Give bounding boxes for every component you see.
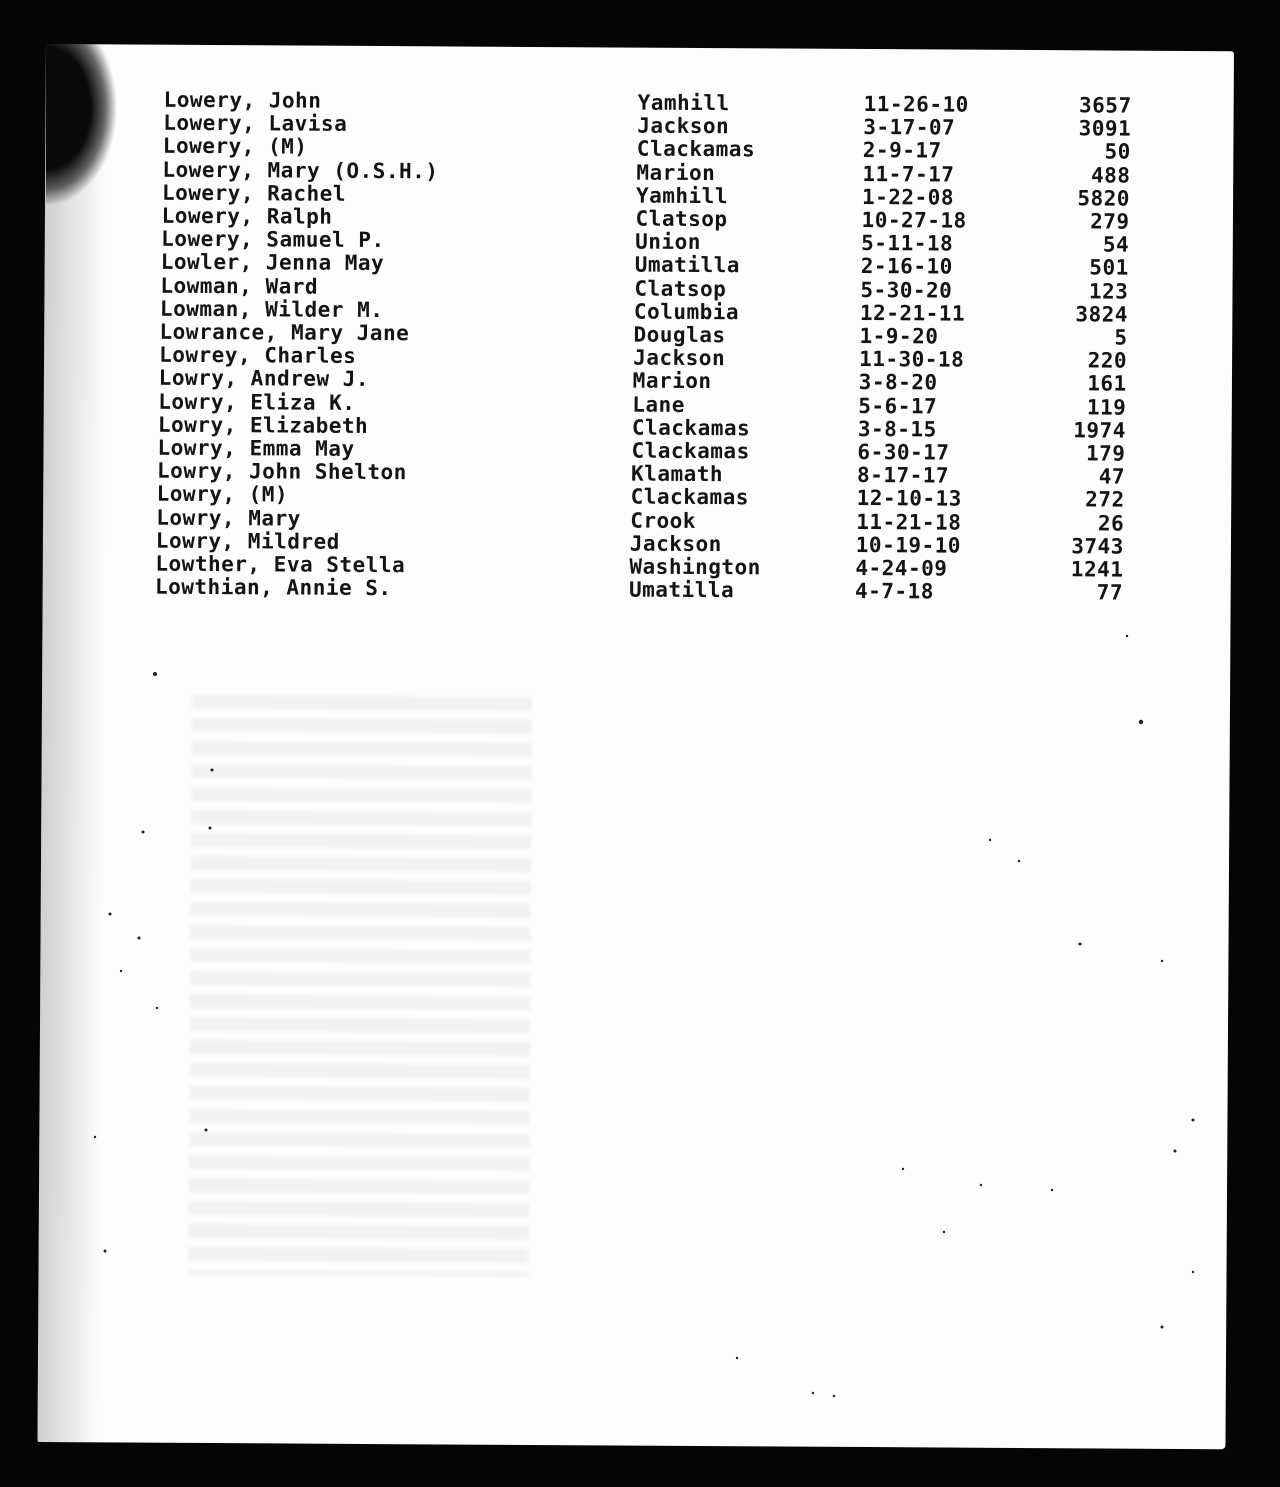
record-name: Lowman, Ward <box>160 273 319 299</box>
record-county: Washington <box>629 554 761 580</box>
record-number: 47 <box>1098 464 1126 489</box>
record-county: Jackson <box>633 345 726 371</box>
record-date: 8-17-17 <box>856 463 950 488</box>
record-county: Marion <box>632 368 712 394</box>
record-date: 1-22-08 <box>861 184 955 210</box>
record-county: Lane <box>632 392 685 417</box>
record-date: 1-9-20 <box>859 323 939 349</box>
record-number: 123 <box>1088 278 1129 304</box>
record-county: Clackamas <box>631 438 750 464</box>
record-name: Lowery, Ralph <box>161 203 333 229</box>
record-name: Lowry, Andrew J. <box>158 366 370 392</box>
record-date: 5-30-20 <box>860 277 953 303</box>
record-name: Lowery, Mary (O.S.H.) <box>162 157 439 183</box>
record-number: 220 <box>1087 348 1128 373</box>
record-date: 4-24-09 <box>855 555 948 581</box>
record-county: Clackamas <box>631 415 751 441</box>
bleed-through-text <box>188 695 532 1277</box>
record-name: Lowthian, Annie S. <box>154 574 392 601</box>
record-county: Klamath <box>630 461 724 487</box>
record-name: Lowry, (M) <box>156 482 289 507</box>
record-number: 77 <box>1096 580 1124 605</box>
record-county: Union <box>635 229 701 255</box>
record-number: 119 <box>1086 394 1127 420</box>
record-number: 54 <box>1102 232 1130 257</box>
record-county: Umatilla <box>634 252 741 278</box>
record-number: 3657 <box>1078 93 1132 118</box>
record-name: Lowery, (M) <box>162 134 308 159</box>
record-number: 1241 <box>1070 557 1124 582</box>
record-date: 11-26-10 <box>863 91 969 117</box>
record-county: Clatsop <box>635 206 728 232</box>
record-date: 3-8-15 <box>857 416 937 442</box>
record-date: 11-30-18 <box>859 347 965 372</box>
record-name: Lowry, Mildred <box>155 528 340 554</box>
record-date: 11-21-18 <box>856 509 962 535</box>
paper-sheet <box>37 44 1234 1449</box>
record-county: Yamhill <box>637 90 730 116</box>
record-date: 5-11-18 <box>861 231 954 256</box>
record-county: Marion <box>636 160 716 185</box>
record-date: 6-30-17 <box>857 439 950 465</box>
record-number: 26 <box>1097 511 1125 536</box>
record-date: 10-27-18 <box>861 207 967 233</box>
record-name: Lowery, Rachel <box>161 180 347 206</box>
record-date: 3-8-20 <box>858 370 938 395</box>
record-number: 50 <box>1104 139 1131 165</box>
record-date: 3-17-07 <box>863 115 956 140</box>
record-name: Lowry, Emma May <box>157 435 355 461</box>
record-date: 12-10-13 <box>856 486 962 511</box>
record-number: 3824 <box>1075 302 1129 327</box>
record-county: Clatsop <box>634 276 727 301</box>
record-name: Lowry, Mary <box>156 505 301 531</box>
record-name: Lowry, Eliza K. <box>158 389 356 415</box>
record-county: Douglas <box>633 322 726 348</box>
record-name: Lowther, Eva Stella <box>155 551 406 578</box>
record-date: 2-16-10 <box>860 254 953 279</box>
record-name: Lowry, Elizabeth <box>157 412 369 438</box>
record-name: Lowman, Wilder M. <box>159 296 384 322</box>
record-date: 2-9-17 <box>862 138 942 163</box>
record-date: 4-7-18 <box>854 579 934 604</box>
record-county: Clackamas <box>630 484 750 510</box>
record-county: Jackson <box>629 531 722 556</box>
record-date: 12-21-11 <box>859 300 966 326</box>
record-date: 11-7-17 <box>862 161 955 187</box>
record-number: 1974 <box>1073 418 1126 443</box>
record-number: 161 <box>1087 371 1127 396</box>
record-name: Lowry, John Shelton <box>157 458 407 485</box>
record-number: 3743 <box>1071 534 1124 559</box>
record-number: 272 <box>1085 487 1125 512</box>
record-name: Lowery, John <box>163 87 322 113</box>
record-county: Umatilla <box>628 577 735 603</box>
record-county: Columbia <box>633 299 740 325</box>
record-number: 3091 <box>1078 116 1132 141</box>
record-county: Crook <box>630 508 697 533</box>
record-county: Jackson <box>637 113 730 139</box>
index-record-list <box>46 44 1234 605</box>
record-date: 5-6-17 <box>858 393 938 419</box>
record-number: 501 <box>1089 255 1129 281</box>
record-name: Lowery, Lavisa <box>163 110 348 137</box>
record-number: 179 <box>1085 441 1126 466</box>
record-county: Yamhill <box>635 183 729 208</box>
record-number: 5820 <box>1077 186 1131 211</box>
torn-corner <box>46 44 116 204</box>
record-date: 10-19-10 <box>855 532 962 558</box>
record-number: 5 <box>1114 325 1128 350</box>
record-county: Clackamas <box>636 137 756 162</box>
record-number: 279 <box>1090 209 1130 234</box>
record-name: Lowrey, Charles <box>159 342 357 369</box>
record-name: Lowery, Samuel P. <box>161 226 385 253</box>
record-name: Lowler, Jenna May <box>160 250 385 276</box>
record-name: Lowrance, Mary Jane <box>159 319 410 346</box>
record-number: 488 <box>1090 162 1131 188</box>
